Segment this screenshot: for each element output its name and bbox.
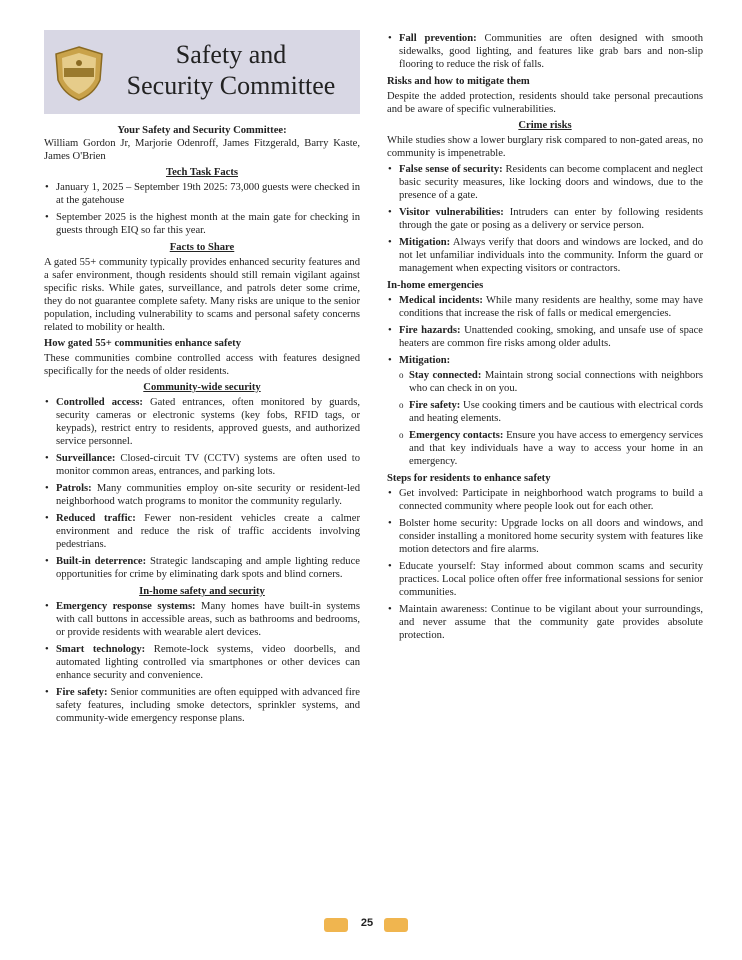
list-item (44, 396, 360, 448)
right-column (387, 32, 703, 646)
security-badge-logo (50, 44, 108, 102)
sub-list-item (387, 429, 703, 468)
list-item: • Educate yourself: Stay informed about common scams and security practices. Local police often offer free informational sessions for senior communities. (387, 560, 703, 599)
item-term: Emergency contacts: (409, 430, 504, 441)
list-item (44, 600, 360, 639)
item-text: Fewer non-resident vehicles create a calmer environment and reduce the risk of traffic accidents involving pedestrians. (56, 513, 360, 550)
list-item (44, 555, 360, 581)
title-line-1: Safety and (175, 40, 287, 69)
item-term: Controlled access: (56, 397, 143, 408)
item-text: Many homes have built-in systems with call buttons in accessible areas, such as bathrooms and bedrooms, or provide residents with wearable alert devices. (56, 601, 361, 638)
facts-to-share-heading: Facts to Share (169, 242, 235, 253)
item-text: Intruders can enter by following residents through the gate or posing as a delivery or service person. (399, 207, 703, 231)
list-item (44, 643, 360, 682)
page-footer (320, 916, 414, 934)
header-banner (44, 30, 360, 114)
crime-risks-heading: Crime risks (518, 120, 572, 131)
crime-risks-list (387, 163, 703, 275)
list-item (44, 686, 360, 725)
item-text: Use cooking timers and be cautious with electrical cords and heating elements. (409, 400, 703, 424)
tech-facts-list (44, 181, 360, 237)
title-line-2: Security Committee (126, 71, 336, 100)
item-term: False sense of security: (399, 164, 503, 175)
committee-members: William Gordon Jr, Marjorie Odenroff, James Fitzgerald, Barry Kaste, James O'Brien (44, 138, 360, 162)
item-term: Reduced traffic: (56, 513, 136, 524)
item-term: Surveillance: (56, 453, 116, 464)
item-text: Closed-circuit TV (CCTV) systems are often used to monitor common areas, entrances, and parking lots. (56, 453, 360, 477)
item-term: Patrols: (56, 483, 92, 494)
list-item (387, 32, 703, 71)
item-text: While many residents are healthy, some may have conditions that increase the risk of falls or medical emergencies. (399, 295, 703, 319)
list-item (387, 206, 703, 232)
sub-list-item (387, 369, 703, 395)
list-item: • Maintain awareness: Continue to be vigilant about your surroundings, and never assume that the community gate provides absolute protection. (387, 603, 703, 642)
item-term: Fire safety: (409, 400, 461, 411)
facts-to-share-text: A gated 55+ community typically provides enhanced security features and a safer environment, though residents should still remain vigilant against specific risks. While gates, surveillance, and patrols deter some crime, they do not guarantee complete safety. Many risks are unique to the senior population, including vulnerability to scams and personal safety concerns related to mobility or health. (44, 257, 360, 333)
in-home-emergencies-heading: In-home emergencies (387, 280, 484, 291)
page-title (108, 39, 354, 101)
steps-list (387, 487, 703, 642)
list-item: • January 1, 2025 – September 19th 2025: 73,000 guests were checked in at the gatehouse (44, 181, 360, 207)
item-text: Maintain strong social connections with neighbors who can check in on you. (409, 370, 704, 394)
in-home-emergencies-list (387, 294, 703, 468)
item-text: Remote-lock systems, video doorbells, and automated lighting controlled via smartphones or other devices can enhance security and convenience. (56, 644, 360, 681)
page-number: 25 (360, 917, 374, 929)
left-column (44, 30, 360, 729)
item-text: Unattended cooking, smoking, and unsafe use of space heaters are common fire risks among older adults. (399, 325, 703, 349)
item-term: Stay connected: (409, 370, 482, 381)
list-item (387, 236, 703, 275)
footer-tab-left (324, 918, 348, 932)
item-term: Fire safety: (56, 687, 108, 698)
list-item (387, 354, 703, 367)
item-term: Mitigation: (399, 355, 451, 366)
item-text: Always verify that doors and windows are locked, and do not let unfamiliar individuals into the community. Inform the guard or management when expecting visitors or contractors. (399, 237, 703, 274)
in-home-safety-heading: In-home safety and security (139, 586, 265, 597)
list-item: • Get involved: Participate in neighborhood watch programs to build a connected community where people look out for each other. (387, 487, 703, 513)
sub-list-item (387, 399, 703, 425)
list-item (387, 163, 703, 202)
item-term: Mitigation: (399, 237, 451, 248)
item-text: Communities are often designed with smooth sidewalks, good lighting, and features like grab bars and non-slip flooring to reduce the risk of falls. (399, 33, 703, 70)
in-home-safety-list-continued (387, 32, 703, 71)
item-text: Residents can become complacent and neglect basic security measures, like locking doors and windows, due to the presence of a gate. (399, 164, 704, 201)
item-term: Fire hazards: (399, 325, 461, 336)
list-item: • September 2025 is the highest month at the main gate for checking in guests through EIQ so far this year. (44, 211, 360, 237)
item-text: Gated entrances, often monitored by guards, security cameras or electronic systems (key fobs, RFID tags, or keypads), restrict entry to residents, approved guests, and authorized service personnel. (56, 397, 360, 447)
list-item (387, 294, 703, 320)
item-term: Emergency response systems: (56, 601, 196, 612)
item-text: Strategic landscaping and ample lighting reduce opportunities for crime by eliminating dark spots and blind corners. (56, 556, 360, 580)
steps-heading: Steps for residents to enhance safety (387, 473, 551, 484)
community-security-list (44, 396, 360, 581)
community-security-heading: Community-wide security (143, 382, 261, 393)
list-item (44, 512, 360, 551)
item-text: Senior communities are often equipped with advanced fire safety features, including smoke detectors, sprinkler systems, and community-wide emergency response plans. (56, 687, 360, 724)
committee-heading: Your Safety and Security Committee: (117, 125, 287, 136)
risks-heading: Risks and how to mitigate them (387, 76, 530, 87)
tech-facts-heading: Tech Task Facts (165, 167, 239, 178)
in-home-safety-list (44, 600, 360, 725)
item-term: Medical incidents: (399, 295, 483, 306)
list-item (44, 452, 360, 478)
footer-tab-right (384, 918, 408, 932)
how-enhance-heading: How gated 55+ communities enhance safety (44, 338, 241, 349)
risks-text: Despite the added protection, residents should take personal precautions and be aware of specific vulnerabilities. (387, 91, 703, 115)
item-text: Many communities employ on-site security or resident-led neighborhood watch programs to monitor the community regularly. (56, 483, 360, 507)
item-text: Ensure you have access to emergency services and that key individuals have a way to access your home in an emergency. (409, 430, 703, 467)
list-item: • Bolster home security: Upgrade locks on all doors and windows, and consider installing a monitored home security system with features like motion detectors and fire alarms. (387, 517, 703, 556)
item-term: Built-in deterrence: (56, 556, 147, 567)
item-term: Fall prevention: (399, 33, 477, 44)
item-term: Smart technology: (56, 644, 146, 655)
list-item (44, 482, 360, 508)
how-enhance-text: These communities combine controlled access with features designed specifically for the needs of older residents. (44, 353, 360, 377)
item-term: Visitor vulnerabilities: (399, 207, 504, 218)
list-item (387, 324, 703, 350)
crime-risks-text: While studies show a lower burglary risk compared to non-gated areas, no community is impenetrable. (387, 135, 703, 159)
